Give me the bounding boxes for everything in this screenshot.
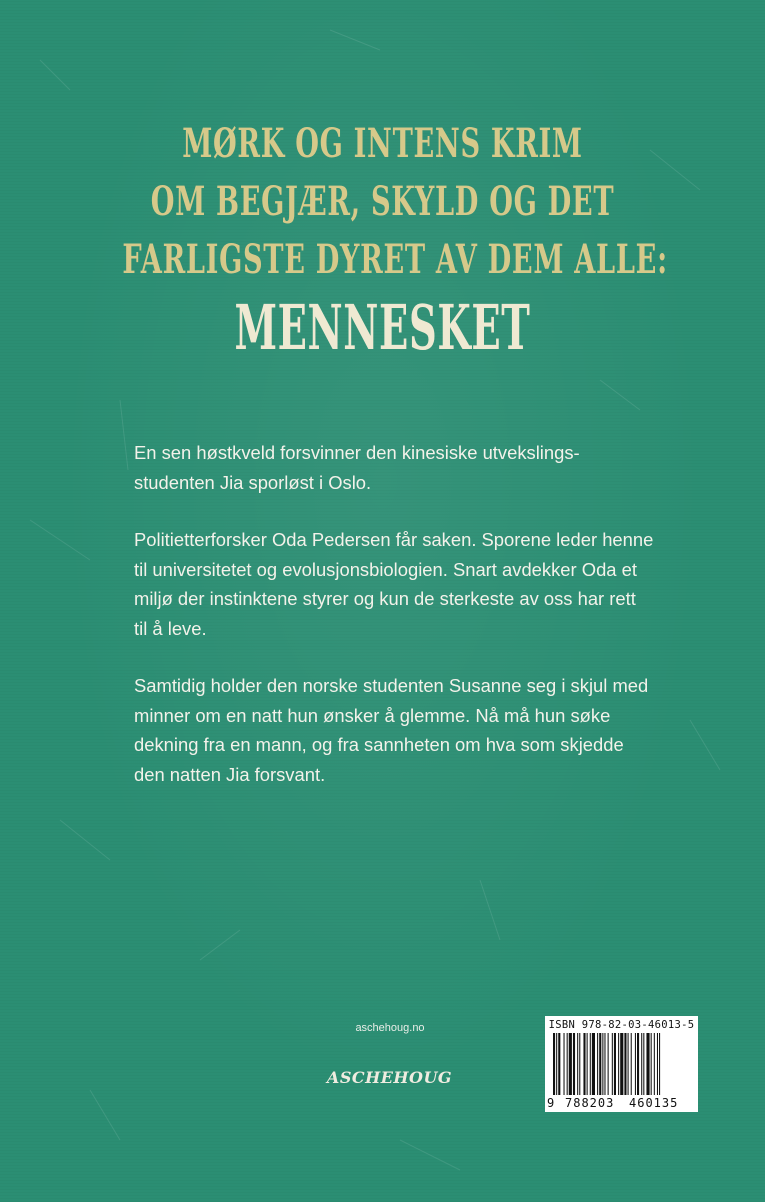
barcode-bar xyxy=(564,1033,565,1095)
barcode-bar xyxy=(558,1033,560,1095)
barcode-digit-first: 9 xyxy=(547,1096,555,1110)
barcode-bar xyxy=(620,1033,623,1095)
barcode-digits-left: 788203 xyxy=(565,1096,615,1110)
barcode-bar xyxy=(641,1033,642,1095)
barcode-bar xyxy=(637,1033,639,1095)
barcode-bar xyxy=(643,1033,644,1095)
barcode xyxy=(545,1016,698,1112)
barcode-bar xyxy=(654,1033,655,1095)
barcode-bar xyxy=(612,1033,613,1095)
barcode-bar xyxy=(602,1033,603,1095)
barcode-bar xyxy=(569,1033,572,1095)
blurb-paragraph-3: Samtidig holder den norske studenten Susanne seg i skjul med minner om en natt hun ønsker å glemme. Nå må hun søke dekning fra en mann, og fra sannheten om hva som skjedde den natten Jia forsvant. xyxy=(134,675,649,785)
barcode-bar xyxy=(556,1033,557,1095)
blurb-paragraph-1: En sen høstkveld forsvinner den kinesiske utvekslings-studenten Jia sporløst i Oslo. xyxy=(134,442,580,493)
barcode-bar xyxy=(659,1033,660,1095)
barcode-bar xyxy=(577,1033,578,1095)
barcode-bar xyxy=(579,1033,580,1095)
barcode-bar xyxy=(631,1033,632,1095)
barcode-bar xyxy=(592,1033,595,1095)
isbn-label: ISBN 978-82-03-46013-5 xyxy=(548,1019,695,1031)
barcode-bars xyxy=(553,1033,690,1095)
headline-line-2: OM BEGJÆR, SKYLD OG DET xyxy=(150,178,615,225)
barcode-bar xyxy=(624,1033,626,1095)
barcode-bar xyxy=(614,1033,616,1095)
publisher-logo: ASCHEHOUG xyxy=(326,1068,453,1087)
blurb xyxy=(134,438,654,817)
barcode-bar xyxy=(646,1033,649,1095)
headline xyxy=(0,115,765,365)
headline-line-1: MØRK OG INTENS KRIM xyxy=(182,120,583,167)
barcode-bar xyxy=(657,1033,658,1095)
barcode-bar xyxy=(587,1033,588,1095)
barcode-digits-right: 460135 xyxy=(629,1096,679,1110)
barcode-bar xyxy=(618,1033,619,1095)
barcode-bar xyxy=(573,1033,575,1095)
headline-line-3: FARLIGSTE DYRET AV DEM ALLE: xyxy=(122,236,668,283)
barcode-bar xyxy=(599,1033,601,1095)
barcode-bar xyxy=(608,1033,609,1095)
barcode-bar xyxy=(651,1033,652,1095)
barcode-bar xyxy=(590,1033,591,1095)
barcode-bar xyxy=(583,1033,585,1095)
barcode-bar xyxy=(635,1033,636,1095)
blurb-paragraph-2: Politietterforsker Oda Pedersen får saken. Sporene leder henne til universitetet og evolusjonsbiologien. Snart avdekker Oda et miljø der instinktene styrer og kun de sterkeste av oss har rett til å leve. xyxy=(134,529,654,639)
barcode-bar xyxy=(553,1033,555,1095)
publisher-url: aschehoug.no xyxy=(355,1022,425,1034)
barcode-bar xyxy=(597,1033,598,1095)
barcode-bar xyxy=(567,1033,568,1095)
barcode-bar xyxy=(604,1033,605,1095)
headline-emphasis: MENNESKET xyxy=(234,291,531,364)
barcode-bar xyxy=(628,1033,629,1095)
